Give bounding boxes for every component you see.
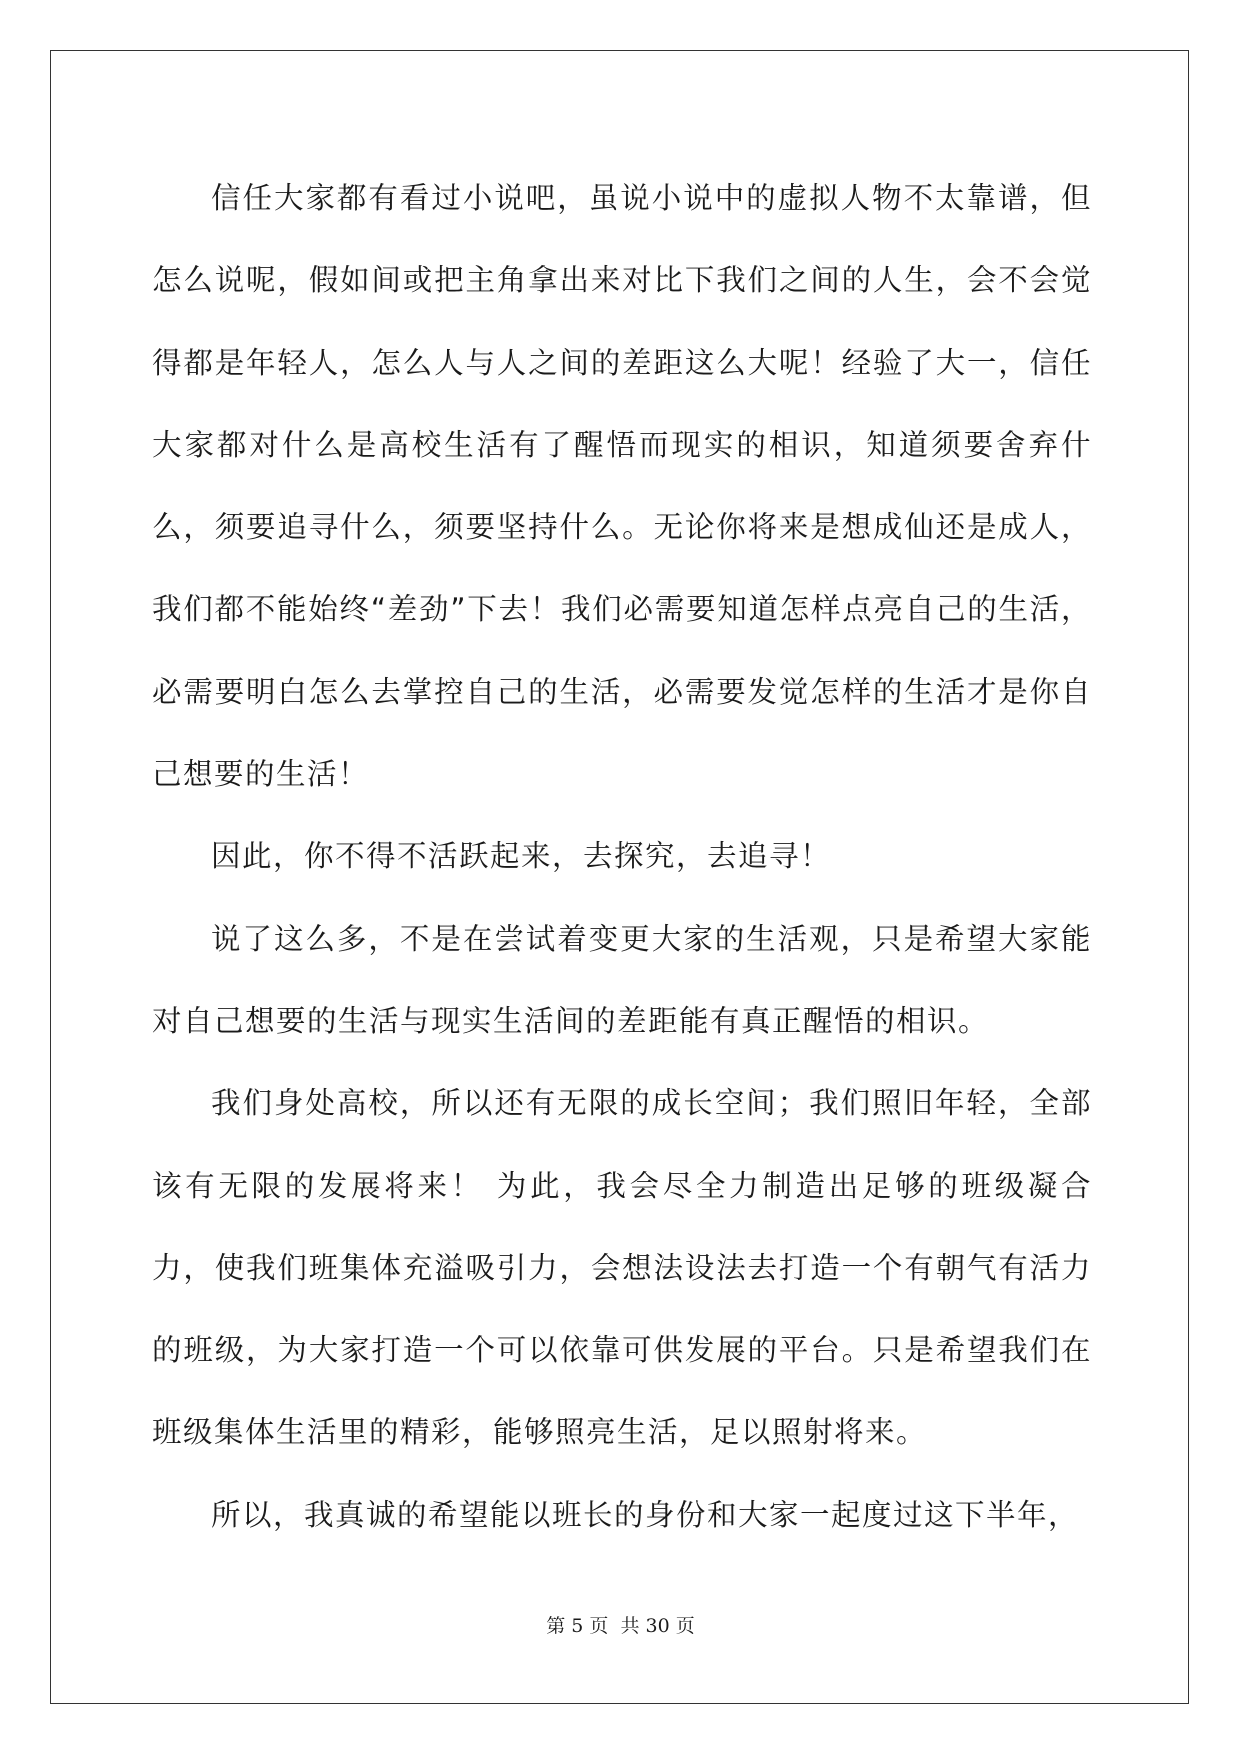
paragraph-4: 我们身处高校，所以还有无限的成长空间；我们照旧年轻，全部该有无限的发展将来！ 为此，我会尽全力制造出足够的班级凝合力，使我们班集体充溢吸引力，会想法设法去打造一个有朝气有活力的班级，为大家打造一个可以依靠可供发展的平台。只是希望我们在班级集体生活里的精彩，能够照亮生活，足以照射将来。	[152, 1086, 1092, 1450]
paragraph-1: 信任大家都有看过小说吧，虽说小说中的虚拟人物不太靠谱，但怎么说呢，假如间或把主角拿出来对比下我们之间的人生，会不会觉得都是年轻人，怎么人与人之间的差距这么大呢！经验了大一，信任大家都对什么是高校生活有了醒悟而现实的相识，知道须要舍弃什么，须要追寻什么，须要坚持什么。无论你将来是想成仙还是成人，我们都不能始终“差劲”下去！我们必需要知道怎样点亮自己的生活，必需要明白怎么去掌控自己的生活，必需要发觉怎样的生活才是你自己想要的生活！	[152, 181, 1092, 792]
page-number-footer: 第 5 页 共 30 页	[546, 1615, 695, 1637]
paragraph-2: 因此，你不得不活跃起来，去探究，去追寻！	[211, 839, 832, 874]
document-body	[152, 157, 1092, 1556]
paragraph-3: 说了这么多，不是在尝试着变更大家的生活观，只是希望大家能对自己想要的生活与现实生活间的差距能有真正醒悟的相识。	[152, 921, 1092, 1038]
paragraph-5: 所以，我真诚的希望能以班长的身份和大家一起度过这下半年，	[211, 1497, 1080, 1532]
